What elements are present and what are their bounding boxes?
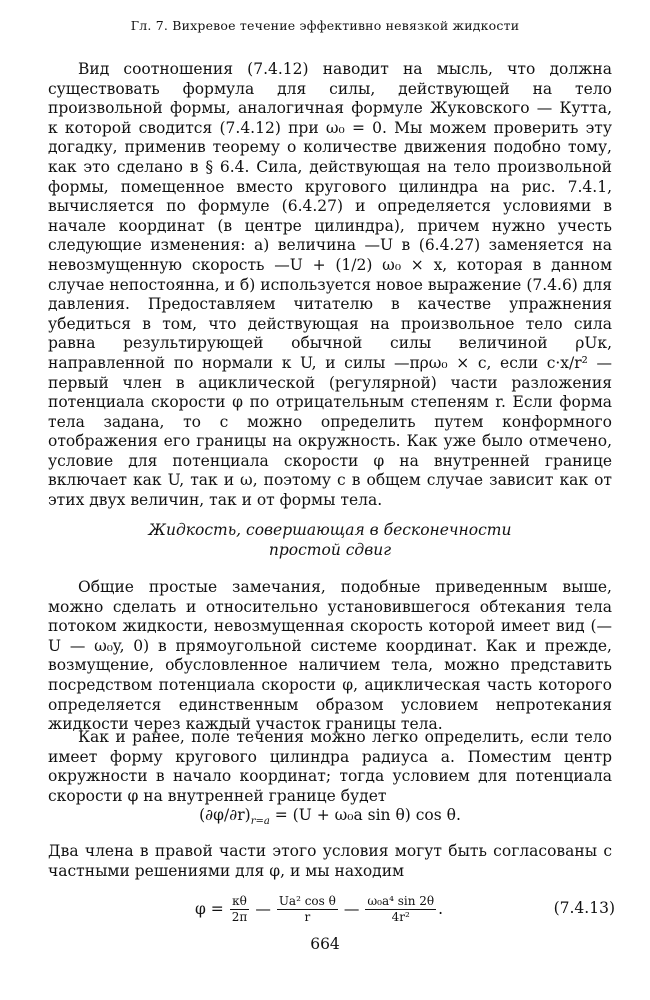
minus-sign-1: — (255, 900, 271, 918)
formula1-subscript: r=a (250, 816, 270, 828)
term2-denominator: r (304, 909, 311, 924)
minus-sign-2: — (343, 900, 360, 918)
fraction-term-2 (277, 894, 338, 925)
term1-denominator: 2π (231, 909, 248, 924)
paragraph-solution-intro: Два члена в правой части этого условия могут быть согласованы с частными решениями для φ, и мы находим (48, 842, 612, 880)
section-heading-line2: простой сдвиг (268, 540, 392, 559)
section-heading (48, 521, 612, 560)
section-heading-line1: Жидкость, совершающая в бесконечности (148, 521, 512, 539)
fraction-term-3 (365, 894, 436, 925)
formula1-rhs: = (U + ω₀a sin θ) cos θ. (269, 806, 461, 824)
running-header: Гл. 7. Вихревое течение эффективно невязкой жидкости (130, 18, 520, 33)
formula2-lhs: φ = (195, 900, 224, 918)
term3-denominator: 4r² (391, 909, 410, 924)
paragraph-circular-cylinder: Как и ранее, поле течения можно легко определить, если тело имеет форму кругового цилиндра радиуса a. Поместим центр окружности в начало координат; тогда условием для потенциала скорости φ на внутренней границе будет (48, 728, 612, 805)
term1-numerator: κθ (232, 893, 247, 908)
equation-number: (7.4.13) (553, 899, 615, 917)
potential-solution-formula (195, 887, 615, 931)
boundary-condition-formula (48, 806, 612, 827)
term2-numerator: Ua² cos θ (278, 893, 336, 908)
fraction-term-1 (230, 894, 250, 925)
paragraph-force-formula: Вид соотношения (7.4.12) наводит на мысль, что должна существовать формула для силы, действующей на тело произвольной формы, аналогичная формуле Жуковского — Кутта, к которой сводится (7.4.12) при ω₀ = 0. Мы можем проверить эту догадку, применив теорему о количестве движения подобно тому, как это сделано в § 6.4. Сила, действующая на тело произвольной формы, помещенное вместо кругового цилиндра на рис. 7.4.1, вычисляется по формуле (6.4.27) и определяется условиями в начале координат (в центре цилиндра), причем нужно учесть следующие изменения: а) величина —U в (6.4.27) заменяется на невозмущенную скорость —U + (1/2) ω₀ × x, которая в данном случае непостоянна, и б) используется новое выражение (7.4.6) для давления. Предоставляем читателю в качестве упражнения убедиться в том, что действующая на произвольное тело сила равна результирующей обычной силы величиной ρUκ, направленной по нормали к U, и силы —πρω₀ × c, если c·x/r² — первый член в ациклической (регулярной) части разложения потенциала скорости φ по отрицательным степеням r. Если форма тела задана, то c можно определить путем конформного отображения его границы на окружность. Как уже было отмечено, условие для потенциала скорости φ на внутренней границе включает как U, так и ω, поэтому c в общем случае зависит как от этих двух величин, так и от формы тела. (48, 60, 612, 510)
term3-numerator: ω₀a⁴ sin 2θ (367, 893, 435, 908)
formula1-lhs: (∂φ/∂r) (199, 806, 251, 824)
formula2-end: . (438, 900, 444, 918)
paragraph-shear-flow: Общие простые замечания, подобные приведенным выше, можно сделать и относительно установившегося обтекания тела потоком жидкости, невозмущенная скорость которой имеет вид (—U — ω₀y, 0) в прямоугольной системе координат. Как и прежде, возмущение, обусловленное наличием тела, можно представить посредством потенциала скорости φ, ациклическая часть которого определяется единственным образом условием непротекания жидкости через каждый участок границы тела. (48, 578, 612, 734)
page-number: 664 (310, 935, 340, 953)
